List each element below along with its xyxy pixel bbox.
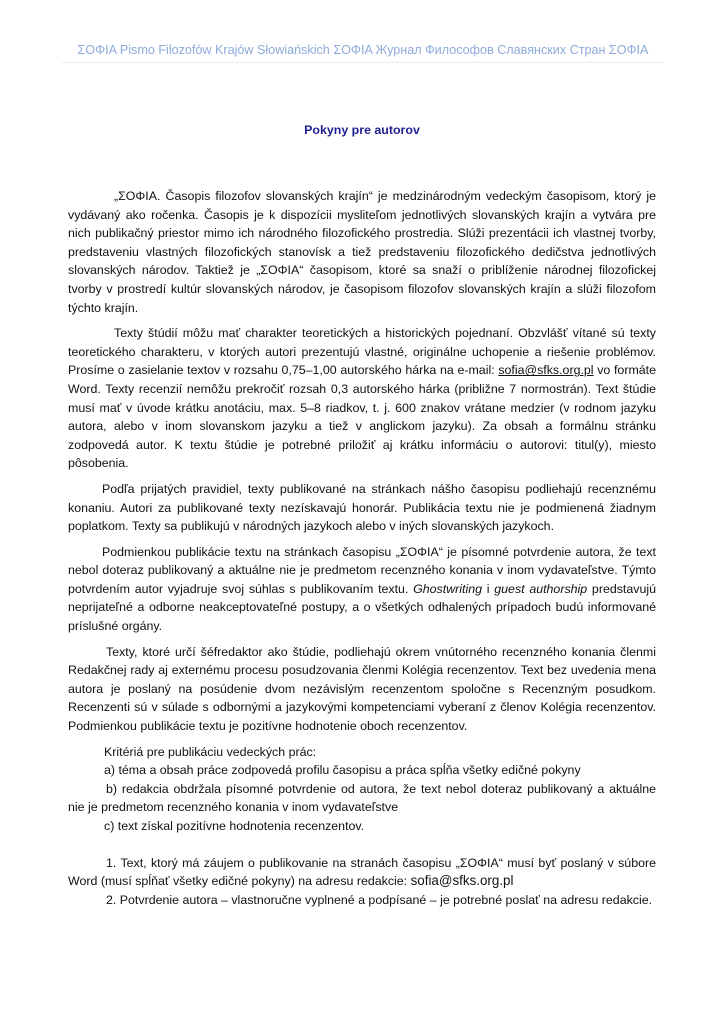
paragraph-texts-part-b: vo formáte Word. Texty recenzií nemôžu prekročiť rozsah 0,3 autorského hárka (približne 7 normostrán). Text štúdie musí mať v úvode krátku anotáciu, max. 5–8 riadkov, t. j. 600 znakov vrátane medzier (v rodnom jazyku autora, alebo v inom slovanskom jazyku a tiež v anglickom jazyku). Za obsah a formálnu stránku zodpovedá autor. K textu štúdie je potrebné priložiť aj krátku informáciu o autorovi: titul(y), miesto pôsobenia. [68, 363, 656, 471]
paragraph-confirmation-part-c: predstavujú neprijateľné a odborne neakceptovateľné postupy, a o všetkých odhalených prípadoch budú informované príslušné orgány. [68, 581, 656, 634]
paragraph-review-rules: Podľa prijatých pravidiel, texty publikované na stránkach nášho časopisu podliehajú recenznému konaniu. Autori za publikované texty nezískavajú honorár. Publikácia textu nie je podmienená žiadnym poplatkom. Texty sa publikujú v národných jazykoch alebo v iných slovanských jazykoch. [68, 481, 656, 534]
term-ghostwriting: Ghostwriting [413, 581, 483, 596]
paragraph-confirmation-part-a: Podmienkou publikácie textu na stránkach časopisu „ΣΟΦΙΑ“ je písomné potvrdenie autora, že text nebol doteraz publikovaný a aktuálne nie je predmetom recenzného konania v inom vydavateľstve. Týmto potvrdením autor vyjadruje svoj súhlas s publikovaním textu. [68, 544, 656, 596]
criteria-item-c: c) text získal pozitívne hodnotenia recenzentov. [104, 819, 365, 833]
running-header: ΣΟΦΙΑ Pismo Filozofów Krajów Słowiańskich ΣΟΦΙΑ Журнал Философов Славянских Стран ΣΟΦΙΑ [77, 43, 649, 57]
paragraph-confirmation [68, 543, 656, 636]
document-title: Pokyny pre autorov [304, 123, 420, 137]
paragraph-gap [68, 736, 656, 743]
paragraph-gap [68, 473, 656, 480]
paragraph-gap [68, 536, 656, 543]
header-divider [62, 62, 664, 63]
instruction-item-2: 2. Potvrdenie autora – vlastnoručne vyplnené a podpísané – je potrebné poslať na adresu redakcie. [106, 892, 653, 907]
instruction-item-1-email: sofia@sfks.org.pl [410, 873, 514, 889]
instruction-item-1 [68, 854, 656, 891]
paragraph-gap [68, 636, 656, 643]
criteria-item-b: b) redakcia obdržala písomné potvrdenie od autora, že text nebol doteraz publikovaný a aktuálne nie je predmetom recenzného konania v inom vydavateľstve [68, 781, 656, 815]
document-body [68, 187, 656, 909]
paragraph-confirmation-part-b: i [482, 581, 495, 596]
term-guest-authorship: guest authorship [494, 581, 588, 596]
paragraph-gap [68, 317, 656, 324]
section-gap [68, 836, 656, 854]
instruction-item-1-text: 1. Text, ktorý má záujem o publikovanie na stranách časopisu „ΣΟΦΙΑ“ musí byť poslaný v súbore Word (musí spĺňať všetky edičné pokyny) na adresu redakcie: [68, 855, 656, 889]
paragraph-intro: „ΣΟΦΙΑ. Časopis filozofov slovanských krajín“ je medzinárodným vedeckým časopisom, ktorý je vydávaný ako ročenka. Časopis je k dispozícii mysliteľom jednotlivých slovanských krajín a vytvára pre nich publikačný priestor mimo ich národného filozofického prostredia. Slúži prezentácii ich vlastnej tvorby, predstaveniu vlastných filozofických stanovísk a tiež predstaveniu filozofického dedičstva jednotlivých slovanských národov. Taktiež je „ΣΟΦΙΑ“ časopisom, ktoré sa snaží o priblíženie národnej filozofickej tvorby v prostredí kultúr slovanských národov, je časopisom filozofov slovanských krajín a slúži filozofom týchto krajín. [68, 189, 656, 315]
paragraph-texts-part-a: Texty štúdií môžu mať charakter teoretických a historických pojednaní. Obzvlášť vítané sú texty teoretického charakteru, v ktorých autori prezentujú vlastné, originálne uchopenie a riešenie problémov. Prosíme o zasielanie textov v rozsahu 0,75–1,00 autorského hárka na e-mail: [68, 326, 656, 378]
criteria-item-a: a) téma a obsah práce zodpovedá profilu časopisu a práca spĺňa všetky edičné pokyny [104, 763, 581, 778]
email-link[interactable]: sofia@sfks.org.pl [498, 363, 594, 378]
paragraph-peer-review: Texty, ktoré určí šéfredaktor ako štúdie, podliehajú okrem vnútorného recenzného konania členmi Redakčnej rady aj externému procesu posudzovania členmi Kolégia recenzentov. Text bez uvedenia mena autora je poslaný na posúdenie dvom nezávislým recenzentom spoločne s Recenzným posudkom. Recenzenti sú v súlade s odbornými a jazykovými kompetenciami vyberaní z členov Kolégia recenzentov. Podmienkou publikácie textu je pozitívne hodnotenie oboch recenzentov. [68, 644, 656, 734]
paragraph-texts [68, 324, 656, 473]
criteria-heading: Kritériá pre publikáciu vedeckých prác: [104, 744, 317, 759]
